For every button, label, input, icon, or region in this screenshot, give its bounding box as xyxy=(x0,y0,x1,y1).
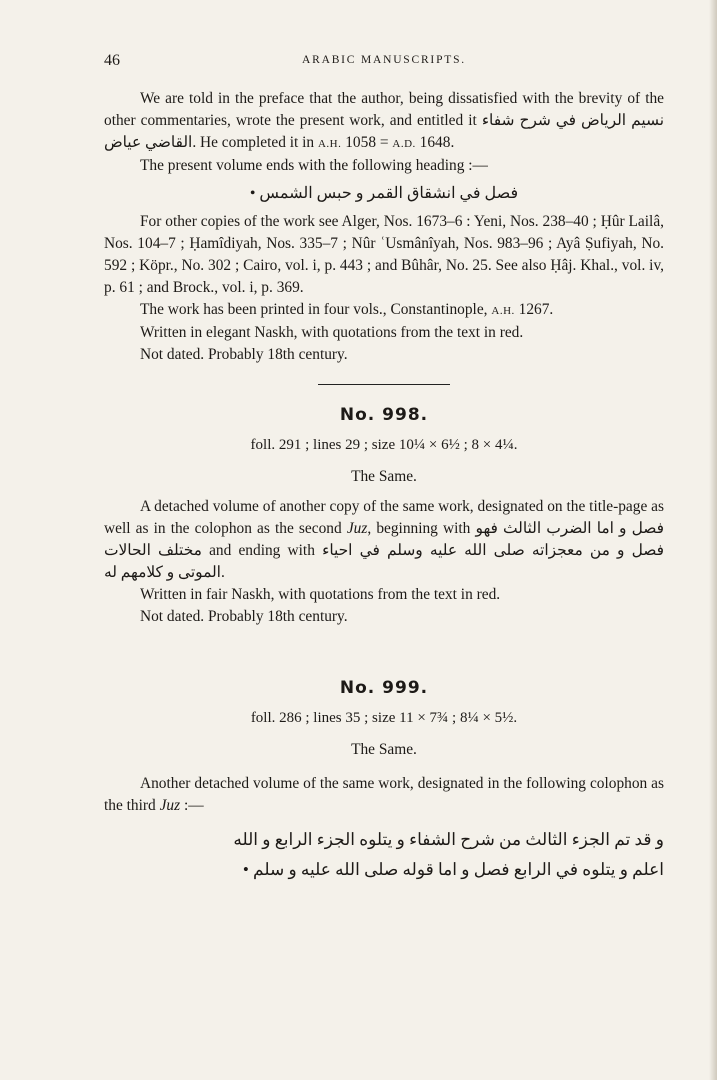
entry997-paragraph-preface xyxy=(104,88,664,155)
era-abbrev: A.H. xyxy=(491,305,515,317)
entry997-paragraph-date: Not dated. Probably 18th century. xyxy=(140,346,348,363)
title-999: The Same. xyxy=(351,741,417,758)
entry-number-998: No. 998. xyxy=(339,405,429,425)
arabic-incipit: فصل و اما الضرب الثالث فهو مختلف الحالات xyxy=(104,520,664,559)
running-header xyxy=(104,52,664,72)
arabic-explicit: فصل و من معجزاته صلى الله عليه وسلم في احياء الموتى و كلامهم له xyxy=(104,542,665,581)
entry997-paragraph-script: Written in elegant Naskh, with quotations from the text in red. xyxy=(140,324,524,341)
page-number: 46 xyxy=(104,52,120,69)
title-998: The Same. xyxy=(351,468,417,485)
section-divider xyxy=(318,384,450,385)
page-body xyxy=(104,88,664,885)
text-segment: The work has been printed in four vols., Constantinople, xyxy=(140,301,488,318)
text-segment: Another detached volume of the same work, designated in the following colophon as the third xyxy=(104,775,664,814)
term-juz: Juz xyxy=(159,797,181,814)
text-segment: , beginning with xyxy=(367,520,471,537)
text-segment: A detached volume of another copy of the same work, designated on the title-page as well as in the colophon as the second xyxy=(104,498,664,537)
page-edge-shadow xyxy=(709,0,717,1080)
year: 1648. xyxy=(419,134,455,151)
collation-998: foll. 291 ; lines 29 ; size 10¼ × 6½ ; 8 × 4¼. xyxy=(250,437,518,453)
entry998-paragraph-script: Written in fair Naskh, with quotations from the text in red. xyxy=(140,586,501,603)
era-abbrev: A.D. xyxy=(392,138,416,150)
collation-999: foll. 286 ; lines 35 ; size 11 × 7¾ ; 8¼ × 5½. xyxy=(250,710,518,726)
era-abbrev: A.H. xyxy=(317,138,342,150)
text-segment: . He completed it in xyxy=(192,134,315,151)
year: 1267. xyxy=(518,301,554,318)
arabic-heading: فصل في انشقاق القمر و حبس الشمس • xyxy=(249,185,519,202)
entry997-paragraph-printed xyxy=(104,299,664,322)
year: 1058 = xyxy=(345,134,389,151)
entry-number-999: No. 999. xyxy=(339,678,429,698)
running-title: ARABIC MANUSCRIPTS. xyxy=(302,54,466,66)
arabic-title: نسيم الرياض في شرح شفاء القاضي عياض xyxy=(104,112,664,151)
text-segment: :— xyxy=(180,797,204,814)
entry999-paragraph-description xyxy=(104,773,664,817)
text-segment: and ending with xyxy=(209,542,315,559)
entry998-paragraph-description: A detached volume of another copy of the same work, designated on the title-page as well as in the colophon as the second Juz, beginning with فصل و اما الضرب الثالث فهو مختلف الحالات and ending with فصل و من معجزاته صلى الله عليه وسلم في احياء الموتى و كلامهم له. xyxy=(104,498,665,581)
colophon-line-2: اعلم و يتلوه في الرابع فصل و اما قوله صلى الله عليه و سلم • xyxy=(242,860,664,879)
term-juz: Juz xyxy=(346,520,368,537)
entry997-paragraph-ending: The present volume ends with the following heading :— xyxy=(140,157,488,174)
entry997-paragraph-copies: For other copies of the work see Alger, Nos. 1673–6 : Yeni, Nos. 238–40 ; Ḥûr Lailâ, Nos. 104–7 ; Ḥamîdiyah, Nos. 335–7 ; Nûr ʿUsmânîyah, Nos. 983–96 ; Ayâ Ṣufiyah, No. 592 ; Köpr., No. 302 ; Cairo, vol. i, p. 443 ; and Bûhâr, No. 25. See also Ḥâj. Khal., vol. iv, p. 61 ; and Brock., vol. i, p. 369. xyxy=(104,213,664,296)
entry998-paragraph-date: Not dated. Probably 18th century. xyxy=(140,608,348,625)
text-segment: We are told in the preface that the author, being dissatisfied with the brevity of the other commentaries, wrote the present work, and entitled it xyxy=(104,90,664,129)
colophon-line-1: و قد تم الجزء الثالث من شرح الشفاء و يتلوه الجزء الرابع و الله xyxy=(233,830,664,849)
